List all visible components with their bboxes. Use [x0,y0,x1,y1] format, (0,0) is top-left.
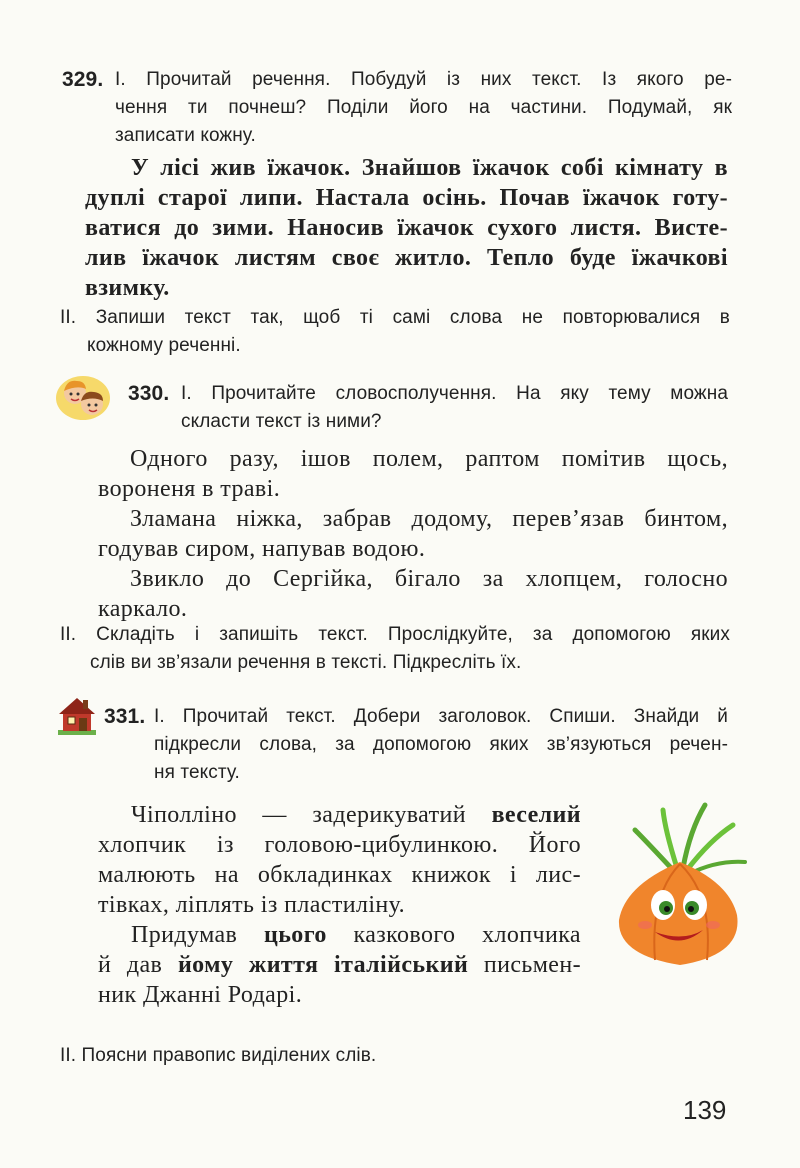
ex331-task-line: підкресли слова, за допомогою яких зв’язуються речен- [154,734,728,755]
ex329-task [62,66,732,150]
highlighted-word: цього [263,922,327,948]
highlighted-word: веселий [491,802,581,828]
ex330-text-line: годував сиром, напував водою. [98,536,426,562]
ex329-text-line: дуплі старої липи. Настала осінь. Почав їжачок готу- [85,185,728,211]
ex329-task-line: I. Прочитай речення. Побудуй із них текст. Із якого ре- [115,69,732,90]
ex331-text-line: й дав йому життя італійський письмен- [98,952,581,978]
ex329-task2 [60,304,730,360]
ex329-number: 329. [62,68,104,91]
house-icon [56,694,98,736]
ex331-text-line: ник Джанні Родарі. [98,982,303,1008]
ex330-number: 330. [128,382,170,405]
children-faces-icon [55,373,111,423]
ex331-text-line: Чіполліно — задерикуватий веселий [131,802,581,828]
ex329-text-line: взимку. [85,275,170,301]
ex330-text-line: Зламана ніжка, забрав додому, перев’язав бинтом, [130,506,728,532]
ex330-task2 [60,621,730,677]
ex331-text-line: малюють на обкладинках книжок і лис- [98,862,581,888]
ex330-text-line: каркало. [98,596,188,622]
ex330-task-line: скласти текст із ними? [181,411,382,432]
ex331-task-line: I. Прочитай текст. Добери заголовок. Спиши. Знайди й [154,706,728,727]
ex331-text-line: тівках, ліплять із пластиліну. [98,892,406,918]
ex331-text-line: хлопчик із головою-цибулинкою. Його [98,832,581,858]
ex330-task-line: I. Прочитайте словосполучення. На яку тему можна [181,383,728,404]
ex331-number: 331. [104,705,146,728]
ex329-task2-line: II. Запиши текст так, щоб ті самі слова не повторювалися в [60,307,730,328]
ex329-text [85,153,728,303]
highlighted-word: йому життя італійський [177,952,469,978]
ex329-task2-line: кожному реченні. [87,335,241,356]
ex331-task [104,703,728,787]
ex329-text-line: ватися до зими. Наносив їжачок сухого листя. Висте- [85,215,728,241]
ex330-task [128,380,728,436]
ex329-task-line: записати кожну. [115,125,256,146]
ex330-text [98,444,728,624]
ex330-text-line: вороненя в траві. [98,476,281,502]
ex330-text-line: Одного разу, ішов полем, раптом помітив щось, [130,446,728,472]
onion-character-icon [605,800,755,970]
ex329-text-line: лив їжачок листям своє житло. Тепло буде їжачкові [85,245,728,271]
ex331-text [98,800,581,1010]
ex331-task2: II. Поясни правопис виділених слів. [60,1045,377,1066]
ex330-task2-line: II. Складіть і запишіть текст. Прослідкуйте, за допомогою яких [60,624,730,645]
ex330-text-line: Звикло до Сергійка, бігало за хлопцем, голосно [130,566,728,592]
ex330-task2-line: слів ви зв’язали речення в тексті. Підкресліть їх. [90,652,522,673]
ex329-text-line: У лісі жив їжачок. Знайшов їжачок собі кімнату в [131,155,728,181]
page-number: 139 [683,1095,727,1125]
ex329-task-line: чення ти почнеш? Поділи його на частини. Подумай, як [115,97,732,118]
ex331-text-line: Придумав цього казкового хлопчика [131,922,581,948]
ex331-task-line: ня тексту. [154,762,240,783]
